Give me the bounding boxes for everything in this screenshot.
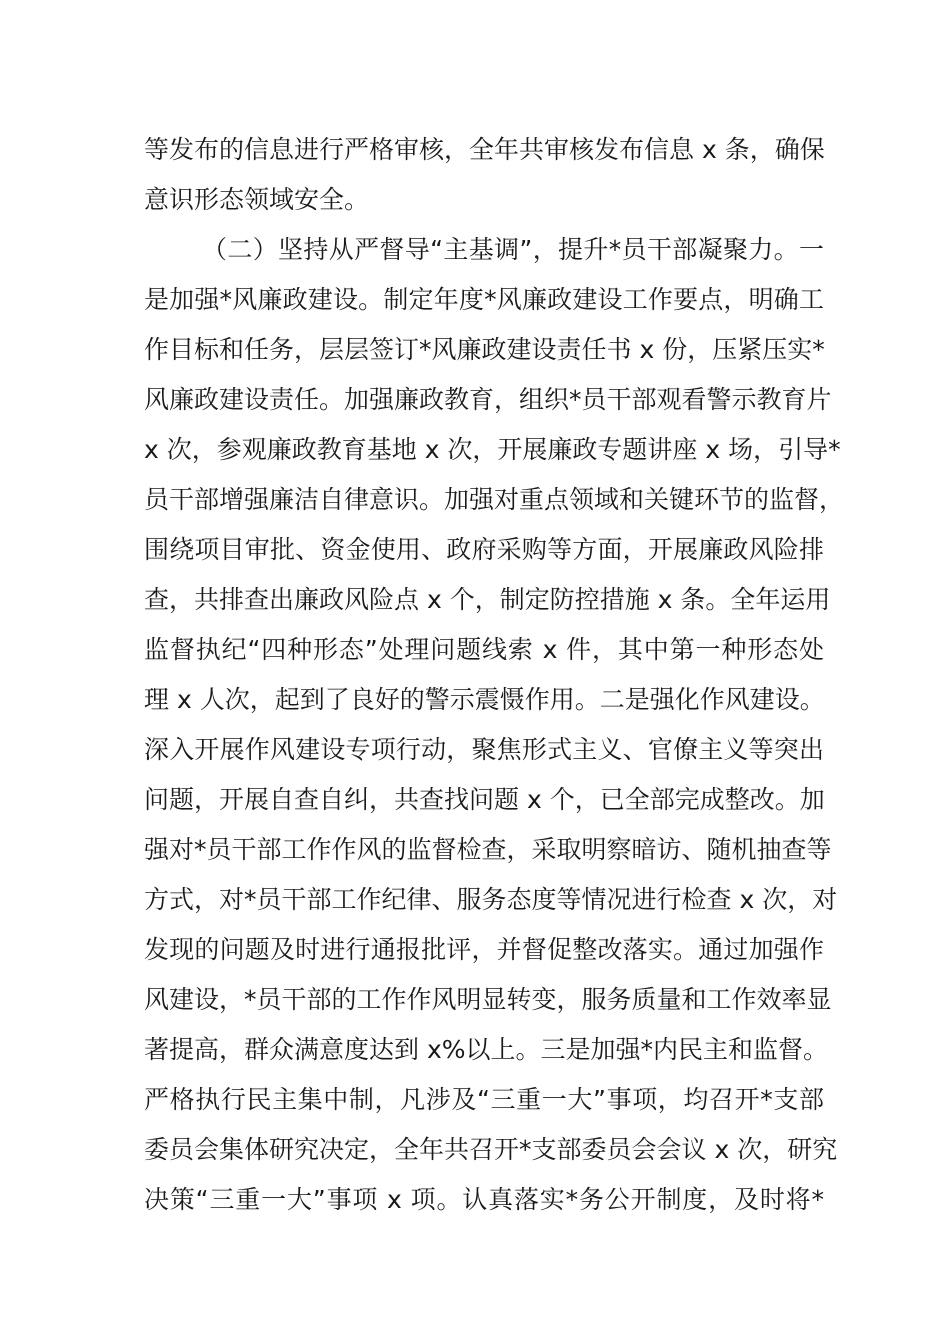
text-line: 员干部增强廉洁自律意识。加强对重点领域和关键环节的监督， (144, 485, 845, 514)
text-line: 问题，开展自查自纠，共查找问题 x 个，已全部完成整改。加 (144, 785, 825, 814)
text-line: 决策“三重一大”事项 x 项。认真落实*务公开制度，及时将* (144, 1185, 824, 1214)
text-line: 风廉政建设责任。加强廉政教育，组织*员干部观看警示教育片 (144, 385, 832, 414)
text-line: 严格执行民主集中制，凡涉及“三重一大”事项，均召开*支部 (144, 1085, 824, 1114)
text-line: 风建设，*员干部的工作作风明显转变，服务质量和工作效率显 (144, 985, 832, 1014)
text-line: 等发布的信息进行严格审核，全年共审核发布信息 x 条，确保 (144, 135, 825, 164)
text-line: 查，共排查出廉政风险点 x 个，制定防控措施 x 条。全年运用 (144, 585, 831, 614)
text-line: 方式，对*员干部工作纪律、服务态度等情况进行检查 x 次，对 (144, 885, 838, 914)
text-line: 意识形态领域安全。 (144, 185, 370, 214)
text-line: 深入开展作风建设专项行动，聚焦形式主义、官僚主义等突出 (144, 735, 824, 764)
text-line: 围绕项目审批、资金使用、政府采购等方面，开展廉政风险排 (144, 535, 824, 564)
text-line: 发现的问题及时进行通报批评，并督促整改落实。通过加强作 (144, 935, 824, 964)
text-line: x 次，参观廉政教育基地 x 次，开展廉政专题讲座 x 场，引导* (144, 435, 841, 464)
text-line: 强对*员干部工作作风的监督检查，采取明察暗访、随机抽查等 (144, 835, 832, 864)
text-line: 委员会集体研究决定，全年共召开*支部委员会会议 x 次，研究 (144, 1135, 838, 1164)
text-line: （二）坚持从严督导“主基调”，提升*员干部凝聚力。一 (202, 235, 824, 264)
text-line: 是加强*风廉政建设。制定年度*风廉政建设工作要点，明确工 (144, 285, 824, 314)
text-line: 理 x 人次，起到了良好的警示震慑作用。二是强化作风建设。 (144, 685, 825, 714)
text-line: 著提高，群众满意度达到 x%以上。三是加强*内民主和监督。 (144, 1035, 828, 1064)
text-line: 作目标和任务，层层签订*风廉政建设责任书 x 份，压紧压实* (144, 335, 825, 364)
text-line: 监督执纪“四种形态”处理问题线索 x 件，其中第一种形态处 (144, 635, 824, 664)
